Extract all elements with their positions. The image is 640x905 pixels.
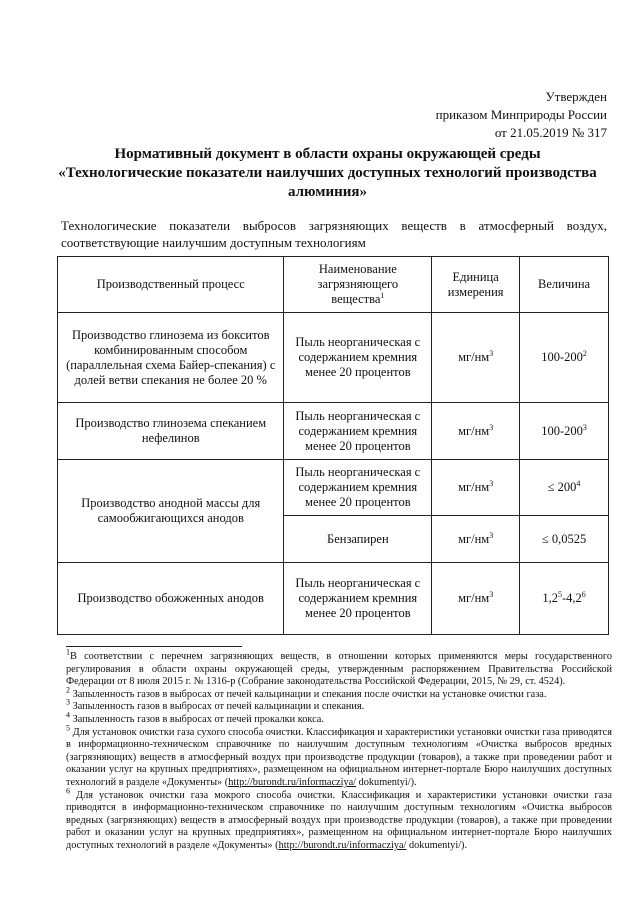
cell-value: $100-200^2$ bbox=[520, 313, 609, 403]
cell-unit: $мг/нм^3$ bbox=[432, 313, 520, 403]
table-row bbox=[58, 403, 609, 460]
footnote: $^4$ Запыленность газов в выбросах от печей прокалки кокса. bbox=[66, 710, 324, 725]
cell-substance: Бензапирен bbox=[284, 516, 432, 563]
footnote-link[interactable]: http://burondt.ru/informacziya/ bbox=[278, 839, 407, 851]
table-header-row bbox=[58, 257, 609, 313]
footnote: $^6$ Для установок очистки газа мокрого способа очистки. Классификация и характеристики установки очистки газа приводятся в информационно-техническом справочнике по наилучшим доступным технологиям «Очистка выбросов вредных (загрязняющих) веществ в атмосферный воздух при производстве продукции (товаров), а также при проведении работ и оказании услуг на крупных предприятиях», размещенном на официальном интернет-портале Бюро наилучших доступных технологий в разделе «Документы» (http://burondt.ru/informacziya/ dokumentyi/). bbox=[66, 786, 612, 851]
approval-stamp bbox=[436, 88, 607, 142]
footnotes bbox=[66, 647, 612, 853]
footnote: $^2$ Запыленность газов в выбросах от печей кальцинации и спекания после очистки на установке очистки газа. bbox=[66, 685, 547, 700]
cell-value: ≤ $200^4$ bbox=[520, 460, 609, 516]
approval-line: Утвержден bbox=[545, 89, 607, 104]
approval-line: от 21.05.2019 № 317 bbox=[494, 125, 607, 140]
cell-process: Производство обожженных анодов bbox=[58, 563, 284, 635]
title-line: Нормативный документ в области охраны окружающей среды bbox=[114, 146, 541, 162]
cell-unit: $мг/нм^3$ bbox=[432, 563, 520, 635]
cell-substance: Пыль неорганическая с содержанием кремния менее 20 процентов bbox=[284, 460, 432, 516]
header-value: Величина bbox=[520, 257, 609, 313]
title-line: «Технологические показатели наилучших доступных технологий производства bbox=[58, 165, 597, 181]
cell-process: Производство глинозема спеканием нефелинов bbox=[58, 403, 284, 460]
footnote-separator bbox=[66, 646, 242, 647]
header-substance: Наименование загрязняющего вещества$^1$ bbox=[284, 257, 432, 313]
cell-unit: $мг/нм^3$ bbox=[432, 403, 520, 460]
cell-process: Производство анодной массы для самообжигающихся анодов bbox=[58, 460, 284, 563]
cell-substance: Пыль неорганическая с содержанием кремния менее 20 процентов bbox=[284, 313, 432, 403]
cell-value: ≤ 0,0525 bbox=[520, 516, 609, 563]
table-row bbox=[58, 563, 609, 635]
cell-substance: Пыль неорганическая с содержанием кремния менее 20 процентов bbox=[284, 403, 432, 460]
cell-substance: Пыль неорганическая с содержанием кремния менее 20 процентов bbox=[284, 563, 432, 635]
cell-unit: $мг/нм^3$ bbox=[432, 460, 520, 516]
header-unit: Единица измерения bbox=[432, 257, 520, 313]
cell-value: $100-200^3$ bbox=[520, 403, 609, 460]
footnote-link[interactable]: http://burondt.ru/informacziya/ bbox=[228, 776, 357, 788]
table-row bbox=[58, 460, 609, 516]
footnote: $^1$В соответствии с перечнем загрязняющих веществ, в отношении которых применяются меры государственного регулирования в области охраны окружающей среды, утвержденным распоряжением Правительства Российской Федерации от 8 июля 2015 г. № 1316-р (Собрание законодательства Российской Федерации, 2015, № 29, ст. 4524). bbox=[66, 647, 612, 688]
indicators-table bbox=[57, 256, 609, 635]
header-process: Производственный процесс bbox=[58, 257, 284, 313]
title-line: алюминия» bbox=[287, 184, 368, 200]
cell-value: $1,2^5-4,2^6$ bbox=[520, 563, 609, 635]
footnote: $^5$ Для установок очистки газа сухого способа очистки. Классификация и характеристики установки очистки газа приводятся в информационно-техническом справочнике по наилучшим доступным технологиям «Очистка выбросов вредных (загрязняющих) веществ в атмосферный воздух при производстве продукции (товаров), а также при проведении работ и оказании услуг на крупных предприятиях», размещенном на официальном интернет-портале Бюро наилучших доступных технологий в разделе «Документы» (http://burondt.ru/informacziya/ dokumentyi/). bbox=[66, 723, 612, 788]
footnote: $^3$ Запыленность газов в выбросах от печей кальцинации и спекания. bbox=[66, 697, 365, 713]
cell-process: Производство глинозема из бокситов комбинированным способом (параллельная схема Байер-спекания) с долей ветви спекания не более 20 % bbox=[58, 313, 284, 403]
table-row bbox=[58, 313, 609, 403]
cell-unit: $мг/нм^3$ bbox=[432, 516, 520, 563]
document-title bbox=[40, 145, 615, 202]
intro-paragraph: Технологические показатели выбросов загрязняющих веществ в атмосферный воздух, соответствующие наилучшим доступным технологиям bbox=[61, 218, 607, 250]
approval-line: приказом Минприроды России bbox=[435, 107, 607, 122]
